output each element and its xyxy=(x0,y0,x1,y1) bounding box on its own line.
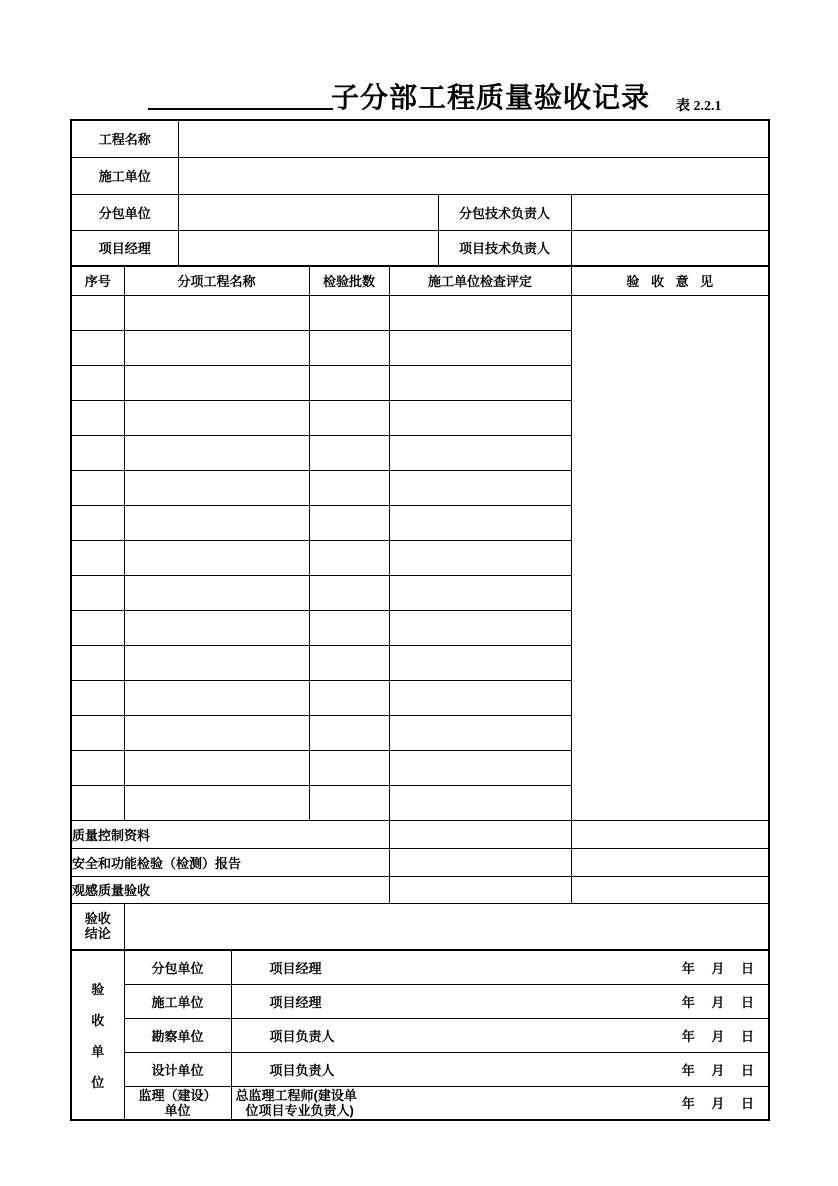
signoff-row-subcontractor xyxy=(71,950,769,984)
signoff-unit-label: 设计单位 xyxy=(124,1052,231,1086)
construction-unit-row xyxy=(71,157,769,194)
signoff-signature-cell xyxy=(231,1052,769,1086)
signer-title: 项目经理 xyxy=(269,994,322,1010)
signoff-unit-label: 分包单位 xyxy=(124,950,231,984)
column-header-opinion: 验 收 意 见 xyxy=(571,266,769,295)
acceptance-opinion-merged-cell xyxy=(571,295,769,820)
appearance-quality-eval-cell xyxy=(389,876,571,903)
subcontract-unit-value-cell xyxy=(178,194,438,230)
appearance-quality-opinion-cell xyxy=(571,876,769,903)
subcontract-unit-label: 分包单位 xyxy=(71,194,178,230)
title-fill-in-blank xyxy=(148,86,333,110)
conclusion-label xyxy=(71,903,124,950)
subcontract-tech-value-cell xyxy=(571,194,769,230)
column-header-batches: 检验批数 xyxy=(309,266,389,295)
column-header-evaluation: 施工单位检查评定 xyxy=(389,266,571,295)
signer-title: 总监理工程师(建设单 位项目专业负责人) xyxy=(235,1087,357,1118)
signoff-unit-label: 施工单位 xyxy=(124,984,231,1018)
quality-control-label: 质量控制资料 xyxy=(71,820,389,848)
signer-title: 项目负责人 xyxy=(269,1028,335,1044)
safety-function-row xyxy=(71,848,769,876)
quality-control-eval-cell xyxy=(389,820,571,848)
project-tech-value-cell xyxy=(571,230,769,266)
project-name-row xyxy=(71,120,769,157)
construction-unit-label: 施工单位 xyxy=(71,157,178,194)
appearance-quality-row xyxy=(71,876,769,903)
acceptance-record-table xyxy=(70,119,770,1121)
subcontract-tech-label: 分包技术负责人 xyxy=(438,194,571,230)
signer-title: 项目经理 xyxy=(269,960,322,976)
appearance-quality-label: 观感质量验收 xyxy=(71,876,389,903)
safety-function-opinion-cell xyxy=(571,848,769,876)
signoff-row-design xyxy=(71,1052,769,1086)
project-name-value-cell xyxy=(178,120,769,157)
project-manager-label: 项目经理 xyxy=(71,230,178,266)
signoff-unit-label: 勘察单位 xyxy=(124,1018,231,1052)
conclusion-value-cell xyxy=(124,903,769,950)
signoff-signature-cell xyxy=(231,950,769,984)
table-reference-number: 表 2.2.1 xyxy=(676,99,722,114)
signer-title: 项目负责人 xyxy=(269,1062,335,1078)
signoff-signature-cell xyxy=(231,984,769,1018)
date-placeholder: 年 月 日 xyxy=(681,1096,755,1112)
conclusion-label-line1: 验收 xyxy=(84,911,111,927)
safety-function-eval-cell xyxy=(389,848,571,876)
page-title: 子分部工程质量验收记录 xyxy=(331,82,651,113)
quality-control-opinion-cell xyxy=(571,820,769,848)
items-header-row xyxy=(71,266,769,295)
column-header-no: 序号 xyxy=(71,266,124,295)
project-tech-label: 项目技术负责人 xyxy=(438,230,571,266)
acceptance-units-vertical-label: 验 收 单 位 xyxy=(71,950,124,1120)
safety-function-label: 安全和功能检验（检测）报告 xyxy=(71,848,389,876)
conclusion-label-line2: 结论 xyxy=(84,926,111,942)
signoff-row-supervision xyxy=(71,1086,769,1120)
date-placeholder: 年 月 日 xyxy=(681,1062,755,1078)
column-header-item-name: 分项工程名称 xyxy=(124,266,309,295)
date-placeholder: 年 月 日 xyxy=(681,960,755,976)
info-section xyxy=(71,120,769,295)
project-manager-row xyxy=(71,230,769,266)
signoff-signature-cell xyxy=(231,1086,769,1120)
subcontract-unit-row xyxy=(71,194,769,230)
quality-control-row xyxy=(71,820,769,848)
summary-and-signoff-section xyxy=(71,820,769,1120)
project-name-label: 工程名称 xyxy=(71,120,178,157)
date-placeholder: 年 月 日 xyxy=(681,994,755,1010)
date-placeholder: 年 月 日 xyxy=(681,1028,755,1044)
construction-unit-value-cell xyxy=(178,157,769,194)
signoff-row-construction xyxy=(71,984,769,1018)
signoff-unit-label: 监理（建设） 单位 xyxy=(124,1086,231,1120)
signoff-signature-cell xyxy=(231,1018,769,1052)
conclusion-row xyxy=(71,903,769,950)
project-manager-value-cell xyxy=(178,230,438,266)
items-empty-row xyxy=(71,295,769,330)
items-body-section xyxy=(71,295,769,820)
signoff-row-survey xyxy=(71,1018,769,1052)
